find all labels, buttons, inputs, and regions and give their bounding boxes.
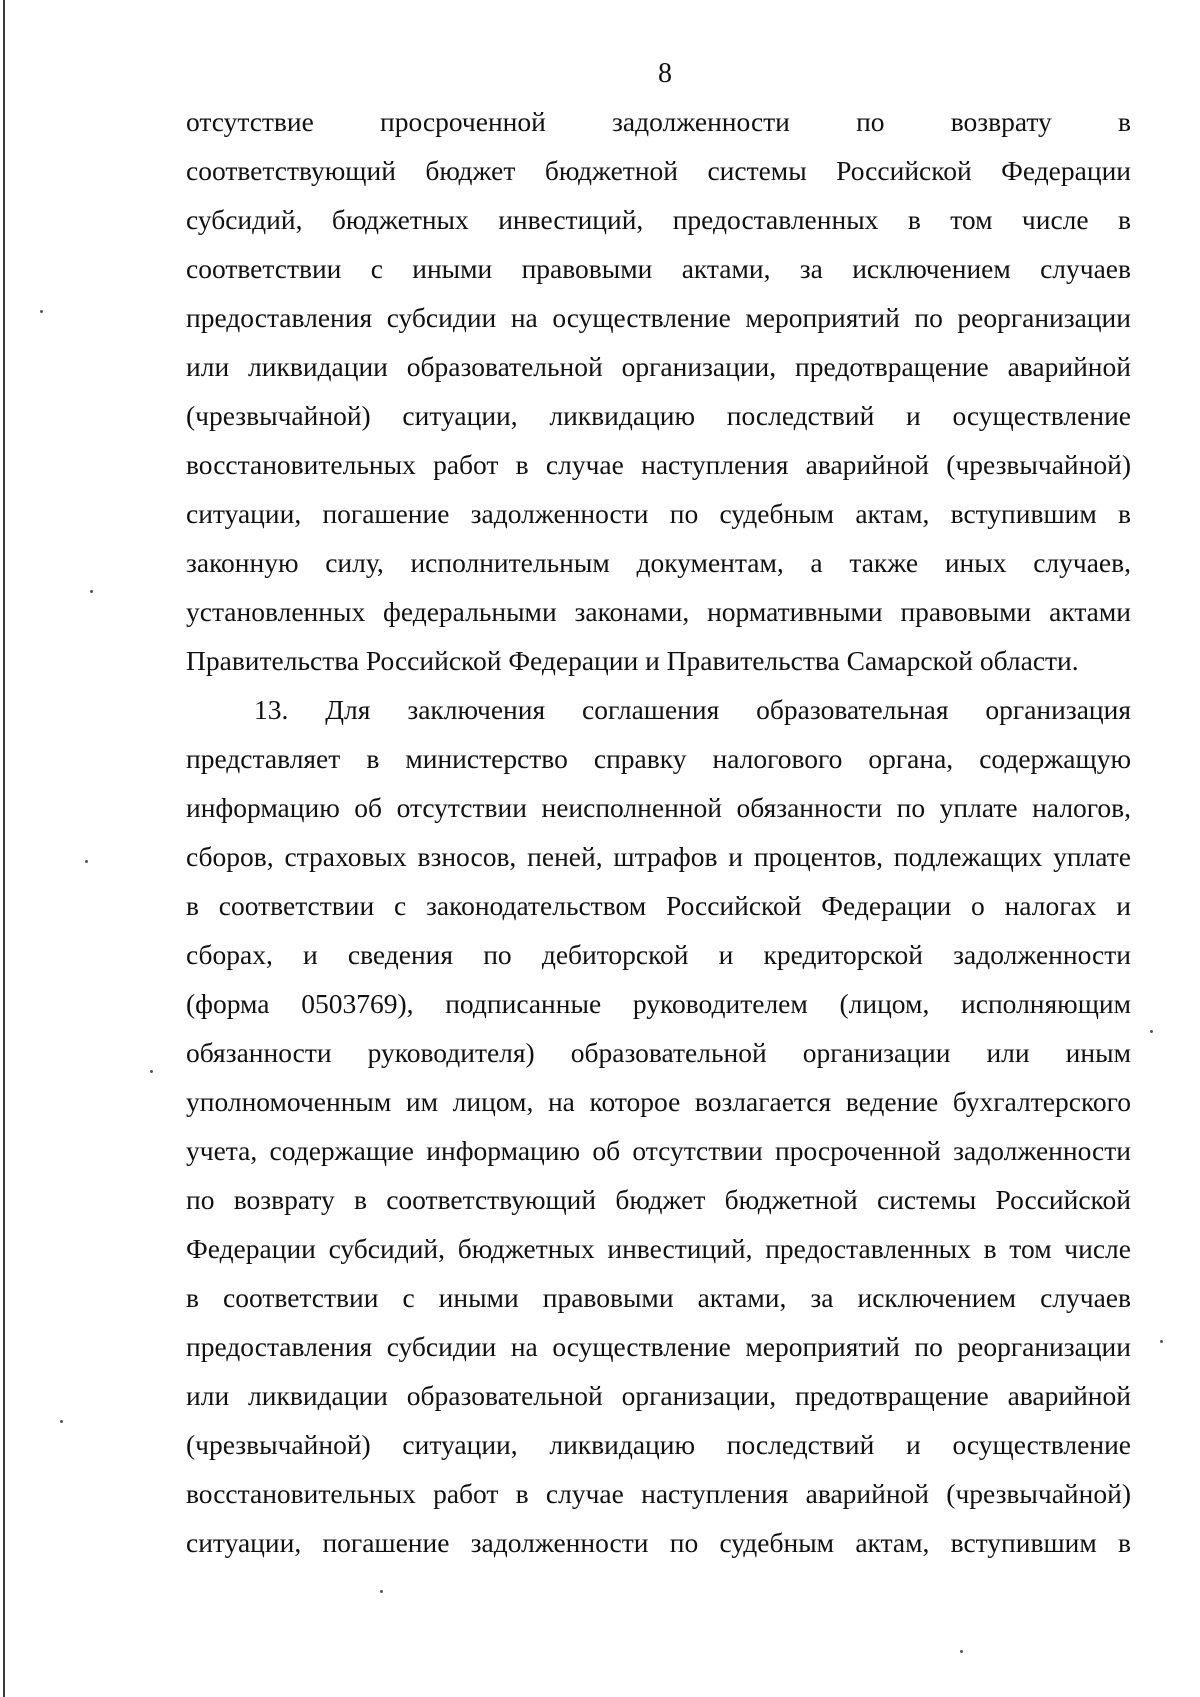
text-line: предоставления субсидии на осуществление мероприятий по реорганизации: [186, 302, 1131, 333]
scan-edge-line: [3, 0, 5, 1697]
text-line: обязанности руководителя) образовательной организации или иным: [186, 1037, 1131, 1068]
text-line: субсидий, бюджетных инвестиций, предоставленных в том числе в: [186, 204, 1131, 235]
text-line: сборах, и сведения по дебиторской и кредиторской задолженности: [186, 939, 1131, 970]
scan-speck: [1160, 1340, 1163, 1343]
text-line: восстановительных работ в случае наступления аварийной (чрезвычайной): [186, 1478, 1131, 1509]
text-line: установленных федеральными законами, нормативными правовыми актами: [186, 596, 1131, 627]
text-line: предоставления субсидии на осуществление мероприятий по реорганизации: [186, 1331, 1131, 1362]
text-line: ситуации, погашение задолженности по судебным актам, вступившим в: [186, 1527, 1131, 1558]
text-line: сборов, страховых взносов, пеней, штрафов и процентов, подлежащих уплате: [186, 841, 1131, 872]
text-line: законную силу, исполнительным документам, а также иных случаев,: [186, 547, 1131, 578]
body-text: [186, 97, 1131, 1567]
text-line: или ликвидации образовательной организации, предотвращение аварийной: [186, 1380, 1131, 1411]
text-line: соответствии с иными правовыми актами, за исключением случаев: [186, 253, 1131, 284]
text-line: по возврату в соответствующий бюджет бюджетной системы Российской: [186, 1184, 1131, 1215]
scan-speck: [960, 1650, 963, 1653]
text-line: в соответствии с иными правовыми актами, за исключением случаев: [186, 1282, 1131, 1313]
text-line: восстановительных работ в случае наступления аварийной (чрезвычайной): [186, 449, 1131, 480]
text-line: (форма 0503769), подписанные руководителем (лицом, исполняющим: [186, 988, 1131, 1019]
text-line: соответствующий бюджет бюджетной системы Российской Федерации: [186, 155, 1131, 186]
scan-speck: [150, 1070, 153, 1073]
text-line: или ликвидации образовательной организации, предотвращение аварийной: [186, 351, 1131, 382]
text-line: отсутствие просроченной задолженности по возврату в: [186, 106, 1131, 137]
paragraph-13-first-line: 13. Для заключения соглашения образовательная организация: [254, 694, 1131, 725]
text-line: уполномоченным им лицом, на которое возлагается ведение бухгалтерского: [186, 1086, 1131, 1117]
text-line: информацию об отсутствии неисполненной обязанности по уплате налогов,: [186, 792, 1131, 823]
text-line: Правительства Российской Федерации и Правительства Самарской области.: [186, 645, 1079, 676]
text-line: ситуации, погашение задолженности по судебным актам, вступившим в: [186, 498, 1131, 529]
scan-speck: [85, 860, 88, 863]
text-line: (чрезвычайной) ситуации, ликвидацию последствий и осуществление: [186, 1429, 1131, 1460]
text-line: учета, содержащие информацию об отсутствии просроченной задолженности: [186, 1135, 1131, 1166]
scan-speck: [40, 310, 43, 313]
scan-speck: [60, 1420, 63, 1423]
text-line: представляет в министерство справку налогового органа, содержащую: [186, 743, 1131, 774]
text-line: в соответствии с законодательством Российской Федерации о налогах и: [186, 890, 1131, 921]
scan-speck: [380, 1590, 383, 1593]
text-line: Федерации субсидий, бюджетных инвестиций, предоставленных в том числе: [186, 1233, 1131, 1264]
scan-speck: [90, 590, 93, 593]
scan-speck: [1150, 1030, 1153, 1033]
page-number: 8: [658, 58, 672, 89]
text-line: (чрезвычайной) ситуации, ликвидацию последствий и осуществление: [186, 400, 1131, 431]
